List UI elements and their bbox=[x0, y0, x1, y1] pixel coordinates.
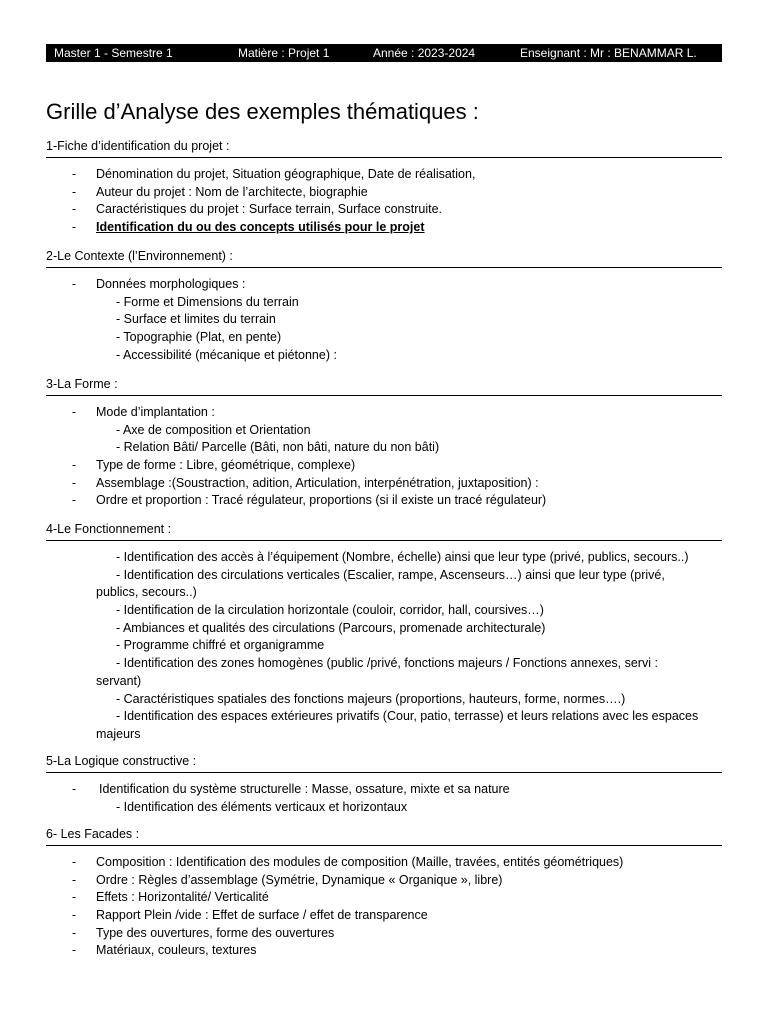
section-heading: 2-Le Contexte (l’Environnement) : bbox=[46, 248, 722, 268]
item-text: Auteur du projet : Nom de l’architecte, biographie bbox=[96, 184, 368, 199]
bullet-dash: - bbox=[72, 277, 77, 291]
list-item bbox=[46, 781, 722, 799]
sub-item-continuation bbox=[46, 726, 722, 744]
item-text: servant) bbox=[96, 673, 142, 688]
sub-item bbox=[46, 439, 722, 457]
item-text: - Forme et Dimensions du terrain bbox=[116, 294, 299, 309]
sub-item-continuation bbox=[46, 584, 722, 602]
list-item bbox=[46, 475, 722, 493]
section-functioning bbox=[46, 521, 722, 744]
item-text: - Axe de composition et Orientation bbox=[116, 422, 311, 437]
bullet-dash: - bbox=[72, 908, 77, 923]
item-text: - Identification de la circulation horizontale (couloir, corridor, hall, coursives…) bbox=[116, 603, 544, 618]
list-item bbox=[46, 942, 722, 960]
bullet-dash: - bbox=[72, 184, 77, 199]
list-item bbox=[46, 276, 722, 294]
header-subject: Matière : Projet 1 bbox=[238, 46, 330, 60]
item-text: Composition : Identification des modules de composition (Maille, travées, entités géométriques) bbox=[96, 855, 624, 869]
sub-item bbox=[46, 549, 722, 567]
sub-item bbox=[46, 422, 722, 440]
item-text: Dénomination du projet, Situation géographique, Date de réalisation, bbox=[96, 167, 476, 181]
bullet-dash: - bbox=[72, 782, 77, 796]
bullet-dash: - bbox=[72, 167, 77, 181]
item-text: - Ambiances et qualités des circulations (Parcours, promenade architecturale) bbox=[116, 620, 546, 635]
item-text: publics, secours..) bbox=[96, 585, 197, 600]
section-list bbox=[46, 854, 722, 960]
bullet-dash: - bbox=[72, 475, 77, 490]
item-text: Ordre : Règles d’assemblage (Symétrie, Dynamique « Organique », libre) bbox=[96, 872, 503, 887]
section-construction bbox=[46, 753, 722, 816]
sub-item bbox=[46, 620, 722, 638]
list-item bbox=[46, 925, 722, 943]
sub-item bbox=[46, 637, 722, 655]
item-text: - Identification des zones homogènes (public /privé, fonctions majeurs / Fonctions annexes, servi : bbox=[116, 656, 658, 671]
header-year: Année : 2023-2024 bbox=[373, 46, 476, 60]
list-item bbox=[46, 166, 722, 184]
item-text: Rapport Plein /vide : Effet de surface / effet de transparence bbox=[96, 908, 428, 923]
item-text: Identification du système structurelle : Masse, ossature, mixte et sa nature bbox=[99, 782, 510, 796]
sub-item bbox=[46, 655, 722, 673]
item-text: - Topographie (Plat, en pente) bbox=[116, 330, 282, 345]
section-heading: 1-Fiche d’identification du projet : bbox=[46, 138, 722, 158]
bullet-dash: - bbox=[72, 202, 77, 217]
list-item bbox=[46, 201, 722, 219]
bullet-dash: - bbox=[72, 890, 77, 905]
section-identification bbox=[46, 138, 722, 237]
item-text: Assemblage :(Soustraction, adition, Articulation, interpénétration, juxtaposition) : bbox=[96, 475, 539, 490]
sub-item bbox=[46, 347, 722, 365]
sub-item bbox=[46, 329, 722, 347]
section-context bbox=[46, 248, 722, 364]
section-list bbox=[46, 276, 722, 364]
item-text: - Identification des circulations verticales (Escalier, rampe, Ascenseurs…) ainsi que leur type (privé, bbox=[116, 567, 665, 582]
item-text: - Surface et limites du terrain bbox=[116, 312, 276, 327]
item-text: majeurs bbox=[96, 726, 141, 741]
bullet-dash: - bbox=[72, 493, 77, 508]
bullet-dash: - bbox=[72, 855, 77, 869]
item-text: Données morphologiques : bbox=[96, 277, 246, 291]
item-text: Type de forme : Libre, géométrique, complexe) bbox=[96, 458, 356, 473]
bullet-dash: - bbox=[72, 925, 77, 940]
item-text: - Relation Bâti/ Parcelle (Bâti, non bâti, nature du non bâti) bbox=[116, 440, 440, 455]
section-list bbox=[46, 166, 722, 237]
section-form bbox=[46, 376, 722, 510]
item-text: - Accessibilité (mécanique et piétonne) : bbox=[116, 347, 337, 362]
item-text: - Programme chiffré et organigramme bbox=[116, 638, 325, 653]
item-text: Identification du ou des concepts utilisés pour le projet bbox=[96, 220, 425, 235]
bullet-dash: - bbox=[72, 943, 77, 958]
item-text: Mode d’implantation : bbox=[96, 405, 215, 419]
section-facades bbox=[46, 826, 722, 960]
item-text: Matériaux, couleurs, textures bbox=[96, 943, 257, 958]
section-heading: 6- Les Facades : bbox=[46, 826, 722, 846]
item-text: Effets : Horizontalité/ Verticalité bbox=[96, 890, 269, 905]
section-heading: 5-La Logique constructive : bbox=[46, 753, 722, 773]
list-item bbox=[46, 872, 722, 890]
sub-item-continuation bbox=[46, 673, 722, 691]
list-item bbox=[46, 907, 722, 925]
section-heading: 3-La Forme : bbox=[46, 376, 722, 396]
list-item bbox=[46, 492, 722, 510]
list-item bbox=[46, 404, 722, 422]
sub-item bbox=[46, 799, 722, 817]
bullet-dash: - bbox=[72, 458, 77, 473]
item-text: Type des ouvertures, forme des ouvertures bbox=[96, 925, 335, 940]
header-level: Master 1 - Semestre 1 bbox=[54, 46, 173, 60]
item-text: Caractéristiques du projet : Surface terrain, Surface construite. bbox=[96, 202, 442, 217]
section-list bbox=[46, 781, 722, 816]
sub-item bbox=[46, 567, 722, 585]
sub-item bbox=[46, 602, 722, 620]
list-item bbox=[46, 889, 722, 907]
header-teacher: Enseignant : Mr : BENAMMAR L. bbox=[520, 46, 697, 60]
bullet-dash: - bbox=[72, 220, 77, 235]
list-item bbox=[46, 219, 722, 237]
list-item bbox=[46, 457, 722, 475]
item-text: - Identification des éléments verticaux et horizontaux bbox=[116, 799, 408, 814]
document-header-bar bbox=[46, 44, 722, 62]
sub-item bbox=[46, 294, 722, 312]
list-item bbox=[46, 854, 722, 872]
section-heading: 4-Le Fonctionnement : bbox=[46, 521, 722, 541]
item-text: Ordre et proportion : Tracé régulateur, proportions (si il existe un tracé régulateur) bbox=[96, 493, 547, 508]
bullet-dash: - bbox=[72, 872, 77, 887]
sub-item bbox=[46, 691, 722, 709]
item-text: - Identification des espaces extérieures privatifs (Cour, patio, terrasse) et leurs relations avec les espaces bbox=[116, 709, 699, 724]
bullet-dash: - bbox=[72, 405, 77, 419]
item-text: - Identification des accès à l’équipement (Nombre, échelle) ainsi que leur type (privé, publics, secours..) bbox=[116, 550, 689, 564]
page-title: Grille d’Analyse des exemples thématiques : bbox=[46, 99, 479, 124]
section-list bbox=[46, 549, 722, 744]
section-list bbox=[46, 404, 722, 510]
sub-item bbox=[46, 708, 722, 726]
item-text: - Caractéristiques spatiales des fonctions majeurs (proportions, hauteurs, forme, normes….) bbox=[116, 691, 626, 706]
list-item bbox=[46, 184, 722, 202]
sub-item bbox=[46, 311, 722, 329]
